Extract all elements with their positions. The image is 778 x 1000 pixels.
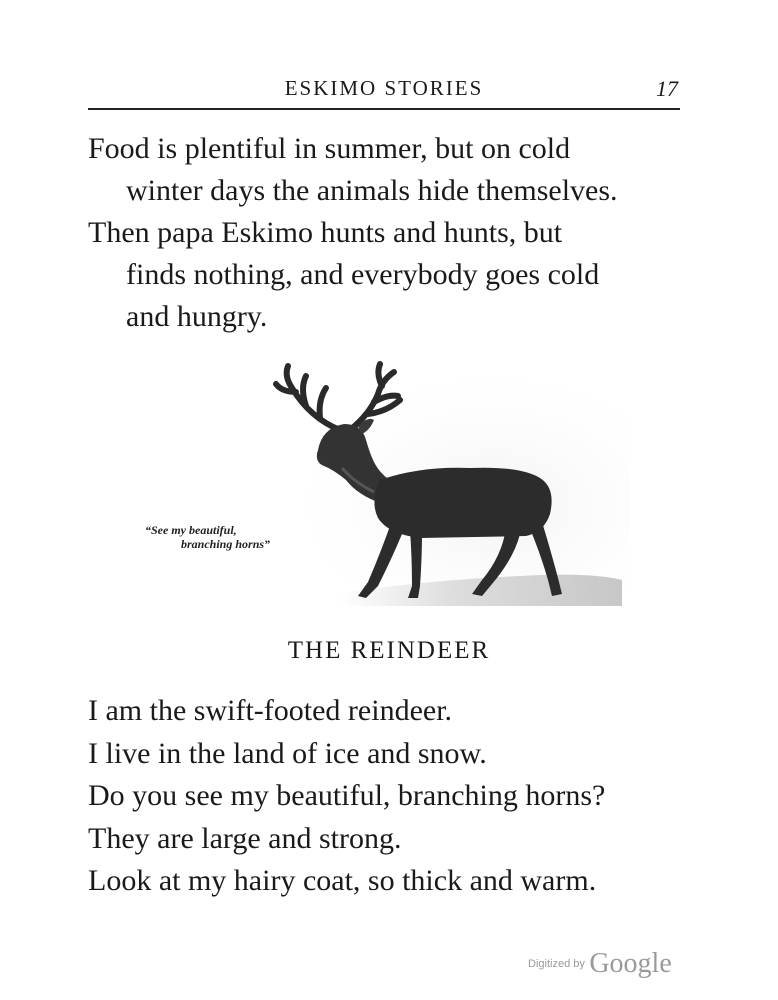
paragraph-line: winter days the animals hide themselves.	[126, 174, 618, 207]
caption-line: “See my beautiful,	[145, 523, 237, 537]
poem-line: I am the swift-footed reindeer.	[88, 694, 453, 727]
paragraph	[88, 128, 680, 212]
poem-line: They are large and strong.	[88, 821, 402, 855]
paragraph-line: finds nothing, and everybody goes cold	[126, 258, 600, 291]
figure-caption	[145, 523, 270, 551]
poem-line: I live in the land of ice and snow.	[88, 736, 487, 770]
poem-line: Do you see my beautiful, branching horns?	[88, 779, 606, 812]
paragraph-line: and hungry.	[126, 300, 268, 333]
watermark-brand: Google	[589, 948, 672, 979]
reindeer-illustration	[270, 358, 630, 608]
paragraph	[88, 212, 680, 338]
page-number: 17	[656, 76, 678, 101]
poem-body	[88, 690, 688, 903]
poem-title: THE REINDEER	[287, 637, 491, 664]
paragraph-line: Then papa Eskimo hunts and hunts, but	[88, 216, 563, 249]
caption-line: branching horns”	[181, 537, 271, 551]
reindeer-image	[270, 358, 630, 608]
page-header	[88, 72, 680, 110]
running-head: ESKIMO STORIES	[284, 76, 484, 100]
watermark-prefix: Digitized by	[528, 958, 585, 970]
paragraph-line: Food is plentiful in summer, but on cold	[88, 132, 571, 165]
poem-line: Look at my hairy coat, so thick and warm.	[88, 864, 597, 897]
digitized-watermark	[528, 948, 672, 980]
